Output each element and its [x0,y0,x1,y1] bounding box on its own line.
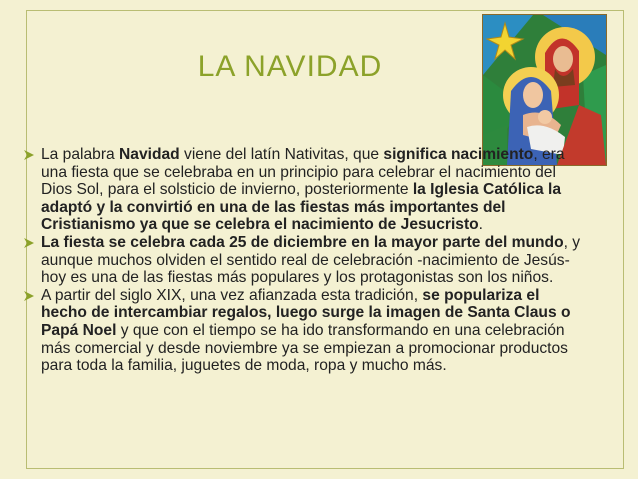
bold-segment: La fiesta se celebra cada 25 de diciembre en la mayor parte del mundo [41,233,564,251]
slide-title: LA NAVIDAD [197,50,383,83]
paragraph [24,234,584,287]
text-segment: A partir del siglo XIX, una vez afianzada esta tradición, [41,286,423,304]
bold-segment: se populariza el hecho de intercambiar regalos, luego surge la imagen de Santa Claus o Papá Noel [41,286,571,339]
paragraph-text [41,234,580,286]
text-segment: La palabra [41,146,120,163]
slide-content [24,146,584,375]
bullet-icon [24,291,34,301]
paragraph-text [41,287,570,374]
nativity-image [482,14,607,166]
text-segment: . [478,216,484,234]
bold-segment: Navidad [119,146,180,163]
paragraph [24,146,584,234]
bold-segment: significa nacimiento [383,146,534,163]
bullet-icon [24,150,34,160]
text-segment: , y aunque muchos olviden el sentido real de celebración -nacimiento de Jesús- hoy es una de las fiestas más populares y los protagonistas son los niños. [41,233,581,287]
nativity-illustration [483,15,606,165]
paragraph [24,287,584,375]
text-segment: y que con el tiempo se ha ido transformando en una celebración más comercial y desde noviembre ya se empiezan a promocionar productos para toda la familia, juguetes de moda, ropa y mucho más. [41,321,568,375]
bold-segment: la Iglesia Católica la adaptó y la convirtió en una de las fiestas más importantes del Cristianismo ya que se celebra el nacimiento de Jesucristo [41,181,562,234]
text-segment: , era una fiesta que se celebraba en un principio para celebrar el nacimiento del Dios Sol, para el solsticio de invierno, posteriormente [41,146,565,199]
bullet-icon [24,238,34,248]
paragraph-text [41,146,565,233]
text-segment: viene del latín Nativitas, que [179,146,384,163]
